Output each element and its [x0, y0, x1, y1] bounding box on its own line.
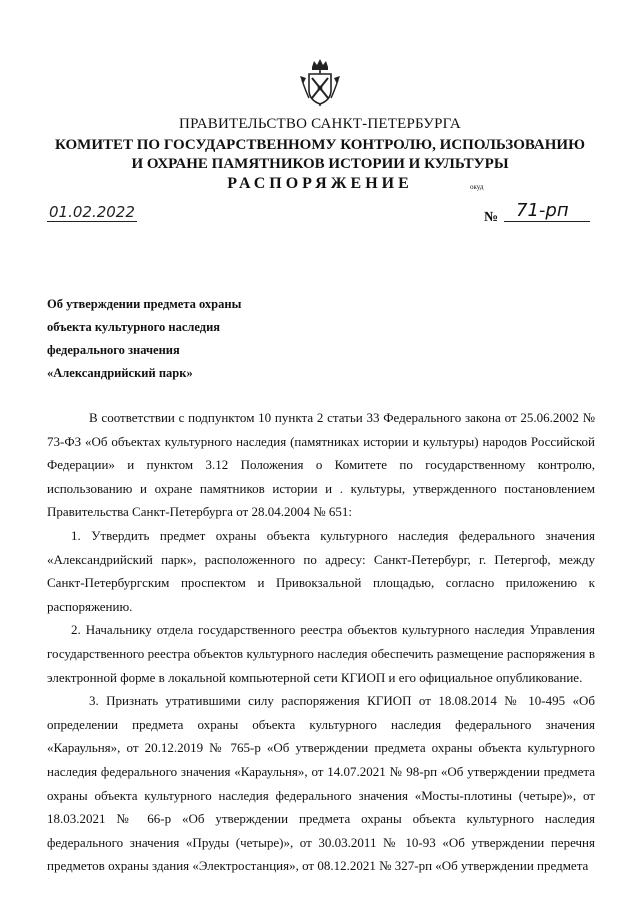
- clause-2: 2. Начальнику отдела государственного реестра объектов культурного наследия Управления государственного реестра объектов культурного наследия обеспечить размещение распоряжения в электронной форме в локальной компьютерной сети КГИОП и его официальное опубликование.: [47, 622, 595, 685]
- clause-3: 3. Признать утратившими силу распоряжения КГИОП от 18.08.2014 № 10-495 «Об определении предмета охраны объекта культурного наследия федерального значения «Караульня», от 20.12.2019 № 765-р «Об утверждении предмета охраны объекта культурного наследия федерального значения «Караульня», от 14.07.2021 № 98-рп «Об утверждении предмета охраны объекта культурного наследия федерального значения «Мосты-плотины (четыре)», от 18.03.2021 № 66-р «Об утверждении предмета охраны объекта культурного наследия федерального значения «Пруды (четыре)», от 30.03.2011 № 10-93 «Об утверждении перечня предметов охраны здания «Электростанция», от 08.12.2021 № 327-рп «Об утверждении предмета: [47, 693, 595, 874]
- subject-line: «Александрийский парк»: [47, 366, 193, 380]
- document-number: 71-рп: [504, 200, 590, 222]
- committee-name-line1: КОМИТЕТ ПО ГОСУДАРСТВЕННОМУ КОНТРОЛЮ, ИСПОЛЬЗОВАНИЮ: [55, 137, 585, 153]
- government-name: ПРАВИТЕЛЬСТВО САНКТ-ПЕТЕРБУРГА: [179, 116, 461, 132]
- document-type: РАСПОРЯЖЕНИЕ: [227, 175, 413, 192]
- subject-line: федерального значения: [47, 343, 180, 357]
- document-date: 01.02.2022: [49, 203, 135, 221]
- subject-line: объекта культурного наследия: [47, 320, 221, 334]
- number-sign: №: [484, 210, 499, 225]
- preamble-paragraph: В соответствии с подпунктом 10 пункта 2 статьи 33 Федерального закона от 25.06.2002 № 73-ФЗ «Об объектах культурного наследия (памятниках истории и культуры) народов Российской Федерации» и пунктом 3.12 Положения о Комитете по государственному контролю, использованию и охране памятников истории и . культуры, утвержденного постановлением Правительства Санкт-Петербурга от 28.04.2004 № 651:: [47, 410, 595, 520]
- document-subject: [47, 293, 241, 385]
- subject-line: Об утверждении предмета охраны: [47, 297, 242, 311]
- okud-label: окуд: [470, 183, 484, 191]
- committee-name: [0, 136, 640, 174]
- committee-name-line2: И ОХРАНЕ ПАМЯТНИКОВ ИСТОРИИ И КУЛЬТУРЫ: [131, 156, 509, 172]
- document-body: [47, 406, 595, 878]
- clause-1: 1. Утвердить предмет охраны объекта культурного наследия федерального значения «Александрийский парк», расположенного по адресу: Санкт-Петербург, г. Петергоф, между Санкт-Петербургским проспектом и Привокзальной площадью, согласно приложению к распоряжению.: [47, 527, 595, 614]
- coat-of-arms-icon: [298, 58, 342, 108]
